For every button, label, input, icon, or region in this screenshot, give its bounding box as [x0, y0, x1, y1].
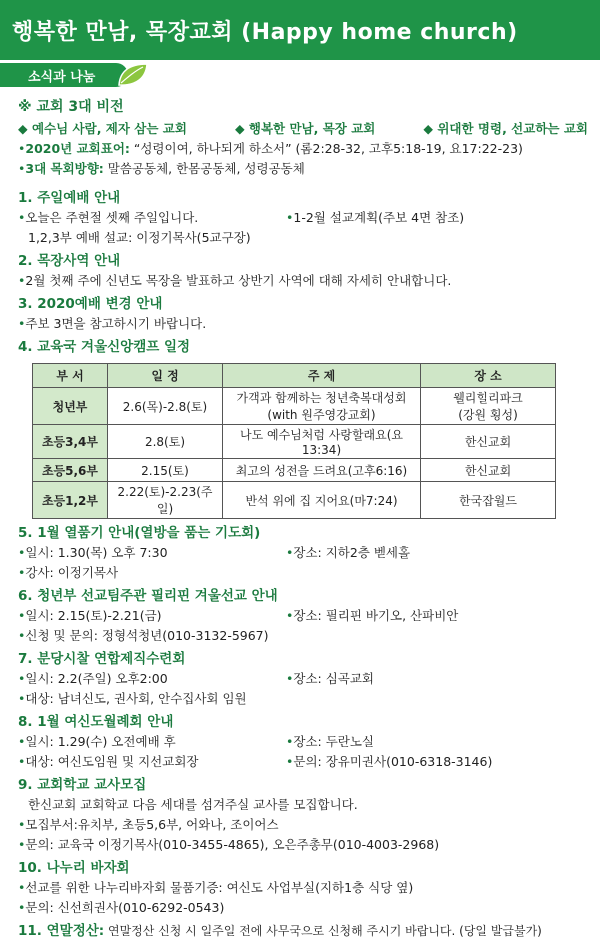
info-text: 장소: 지하2층 벧세홀 [293, 545, 411, 560]
table-row [33, 388, 556, 425]
motto-label: 2020년 교회표어: [25, 141, 130, 156]
page-header [0, 0, 600, 60]
info-text: 장소: 두란노실 [293, 734, 375, 749]
place-cell: 한신교회 [421, 425, 556, 459]
place-cell: 웰리힐리파크 (강원 횡성) [421, 388, 556, 425]
leaf-icon [116, 61, 150, 89]
motto-text: “성령이여, 하나되게 하소서” (롬2:28-32, 고후5:18-19, 요17:22-23) [129, 141, 523, 156]
info-text: 오늘은 주현절 셋째 주일입니다. [25, 210, 199, 225]
theme-cell: 최고의 성전을 드려요(고후6:16) [223, 459, 421, 482]
info-text: 2월 첫째 주에 신년도 목장을 발표하고 상반기 사역에 대해 자세히 안내합니다. [25, 273, 452, 288]
dept-cell: 청년부 [33, 388, 108, 425]
info-text: 신청 및 문의: 정형석청년(010-3132-5967) [25, 628, 269, 643]
info-row: •대상: 여신도임원 및 지선교회장 •문의: 장유미권사(010-6318-3146) [18, 754, 493, 769]
table-row [33, 459, 556, 482]
info-text: 장소: 필리핀 바기오, 산파비안 [293, 608, 459, 623]
table-row [33, 425, 556, 459]
info-text: 일시: 1.30(목) 오후 7:30 [25, 545, 168, 560]
vision-list [18, 119, 588, 139]
bulletin-content: ※ 교회 3대 비전 ◆ 예수님 사람, 제자 삼는 교회 ◆ 행복한 만남, 목장 교회 ◆ 위대한 명령, 선교하는 교회 •2020년 교회표어: “성령이여, 하나되게 하소서” (롬2:28-32, 고후5:18-19, 요17:22-23) •3대 목회방향: 말씀공동체, 한몸공동체, 성령공동체 1. 주일예배 안내 •오늘은 주현절 셋째 주일입니다. •1-2월 설교계획(주보 4면 참조) 1,2,3부 예배 설교: 이정기목사(5교구장) 2. 목장사역 안내 •2월 첫째 주에 신년도 목장을 발표하고 상반기 사역에 대해 자세히 안내합니다. 3. 2020예배 변경 안내 •주보 3면을 참고하시기 바랍니다. 4. 교육국 겨울신앙캠프 일정 부 서 일 정 주 제 장 소 청년부 2.6(목)-2.8(토) 가객과 함께하는 청년축복대성회 (with 원주영강교회) 웰리힐리파크 (강원 횡성) 초등3,4부 2.8(토) 나도 예수님처럼 사랑할래요(요13:34) 한신교회 초등5,6부 2.15(토) 최고의 성전을 드려요(고후6:16) 한신교회 초등1,2부 2.22(토)-2.23(주일) 반석 위에 집 지어요(마7:24) 한국잡월드 5. 1월 열품기 안내(열방을 품는 기도회) •일시: 1.30(목) 오후 7:30 •장소: 지하2층 벧세홀 •강사: 이정기목사 6. 청년부 선교팀주관 필리핀 겨울선교 안내 •일시: 2.15(토)-2.21(금) •장소: 필리핀 바기오, 산파비안 •신청 및 문의: 정형석청년(010-3132-5967) 7. 분당시찰 연합제직수련회 •일시: 2.2(주일) 오후2:00 •장소: 심곡교회 •대상: 남녀신도, 권사회, 안수집사회 임원 8. 1월 여신도월례회 안내 •일시: 1.29(수) 오전예배 후 •장소: 두란노실 •대상: 여신도임원 및 지선교회장 •문의: 장유미권사(010-6318-3146) 9. 교회학교 교사모집 한신교회 교회학교 다음 세대를 섬겨주실 교사를 모집합니다. •모집부서:유치부, 초등5,6부, 어와나, 조이어스 •문의: 교육국 이정기목사(010-3455-4865), 오은주총무(010-4003-2968) 10. 나누리 바자회 •선교를 위한 나누리바자회 물품기증: 여신도 사업부실(지하1층 식당 옆) •문의: 신선희권사(010-6292-0543) 11. 연말정산: 연말정산 신청 시 일주일 전에 사무국으로 신청해 주시기 바랍니다. (당일 발급불가) [18, 96, 588, 941]
info-row: •일시: 1.29(수) 오전예배 후 •장소: 두란노실 [18, 734, 375, 749]
section-heading: 2. 목장사역 안내 [18, 253, 121, 269]
info-text: 대상: 여신도임원 및 지선교회장 [25, 754, 199, 769]
dept-cell: 초등1,2부 [33, 482, 108, 519]
section-heading: 4. 교육국 겨울신앙캠프 일정 [18, 339, 191, 355]
info-text: 한신교회 교회학교 다음 세대를 섬겨주실 교사를 모집합니다. [28, 797, 358, 812]
info-text: 연말정산 신청 시 일주일 전에 사무국으로 신청해 주시기 바랍니다. (당일 발급불가) [104, 924, 542, 938]
vision-item: ◆ 예수님 사람, 제자 삼는 교회 [18, 121, 187, 136]
info-row: •일시: 2.15(토)-2.21(금) •장소: 필리핀 바기오, 산파비안 [18, 608, 459, 623]
info-row: •오늘은 주현절 셋째 주일입니다. •1-2월 설교계획(주보 4면 참조) [18, 210, 465, 225]
page-title: 행복한 만남, 목장교회 (Happy home church) [12, 19, 518, 45]
info-text: 모집부서:유치부, 초등5,6부, 어와나, 조이어스 [25, 817, 279, 832]
section-heading: 3. 2020예배 변경 안내 [18, 296, 163, 312]
theme-cell: 반석 위에 집 지어요(마7:24) [223, 482, 421, 519]
vision-title: ※ 교회 3대 비전 [18, 99, 124, 115]
date-cell: 2.8(토) [108, 425, 223, 459]
table-header-row [33, 364, 556, 388]
section-heading: 1. 주일예배 안내 [18, 190, 121, 206]
vision-block [18, 96, 588, 179]
dept-cell: 초등5,6부 [33, 459, 108, 482]
section-tab [0, 63, 148, 87]
place-cell: 한국잡월드 [421, 482, 556, 519]
date-cell: 2.6(목)-2.8(토) [108, 388, 223, 425]
theme-cell: 나도 예수님처럼 사랑할래요(요13:34) [223, 425, 421, 459]
direction-line: •3대 목회방향: 말씀공동체, 한몸공동체, 성령공동체 [18, 161, 305, 176]
info-text: 문의: 신선희권사(010-6292-0543) [25, 900, 225, 915]
section-tab-label: 소식과 나눔 [28, 70, 96, 85]
section-heading: 9. 교회학교 교사모집 [18, 777, 147, 793]
date-cell: 2.15(토) [108, 459, 223, 482]
info-text: 강사: 이정기목사 [25, 565, 119, 580]
info-text: 문의: 장유미권사(010-6318-3146) [293, 754, 493, 769]
section-heading: 7. 분당시찰 연합제직수련회 [18, 651, 186, 667]
dept-cell: 초등3,4부 [33, 425, 108, 459]
info-text: 선교를 위한 나누리바자회 물품기증: 여신도 사업부실(지하1층 식당 옆) [25, 880, 414, 895]
section-heading: 8. 1월 여신도월례회 안내 [18, 714, 174, 730]
place-cell: 한신교회 [421, 459, 556, 482]
vision-item: ◆ 위대한 명령, 선교하는 교회 [423, 121, 588, 136]
info-row: •일시: 1.30(목) 오후 7:30 •장소: 지하2층 벧세홀 [18, 545, 411, 560]
column-header: 주 제 [223, 364, 421, 388]
section-heading: 11. 연말정산: [18, 923, 105, 939]
table-row [33, 482, 556, 519]
camp-schedule-table [32, 363, 556, 519]
info-text: 일시: 2.15(토)-2.21(금) [25, 608, 162, 623]
column-header: 일 정 [108, 364, 223, 388]
date-cell: 2.22(토)-2.23(주일) [108, 482, 223, 519]
info-text: 1-2월 설교계획(주보 4면 참조) [293, 210, 465, 225]
section-heading: 10. 나누리 바자회 [18, 860, 130, 876]
info-text: 일시: 2.2(주일) 오후2:00 [25, 671, 168, 686]
column-header: 장 소 [421, 364, 556, 388]
info-text: 장소: 심곡교회 [293, 671, 375, 686]
column-header: 부 서 [33, 364, 108, 388]
info-row: •일시: 2.2(주일) 오후2:00 •장소: 심곡교회 [18, 671, 375, 686]
direction-label: 3대 목회방향: [25, 161, 104, 176]
motto-line: •2020년 교회표어: “성령이여, 하나되게 하소서” (롬2:28-32, 고후5:18-19, 요17:22-23) [18, 141, 523, 156]
info-text: 일시: 1.29(수) 오전예배 후 [25, 734, 176, 749]
theme-cell: 가객과 함께하는 청년축복대성회 (with 원주영강교회) [223, 388, 421, 425]
vision-item: ◆ 행복한 만남, 목장 교회 [234, 121, 376, 136]
section-heading: 6. 청년부 선교팀주관 필리핀 겨울선교 안내 [18, 588, 278, 604]
info-text: 1,2,3부 예배 설교: 이정기목사(5교구장) [28, 230, 251, 245]
info-text: 주보 3면을 참고하시기 바랍니다. [25, 316, 207, 331]
section-heading: 5. 1월 열품기 안내(열방을 품는 기도회) [18, 525, 261, 541]
year-end-settlement [18, 921, 588, 941]
direction-text: 말씀공동체, 한몸공동체, 성령공동체 [103, 161, 305, 176]
info-text: 대상: 남녀신도, 권사회, 안수집사회 임원 [25, 691, 247, 706]
info-text: 문의: 교육국 이정기목사(010-3455-4865), 오은주총무(010-4003-2968) [25, 837, 440, 852]
